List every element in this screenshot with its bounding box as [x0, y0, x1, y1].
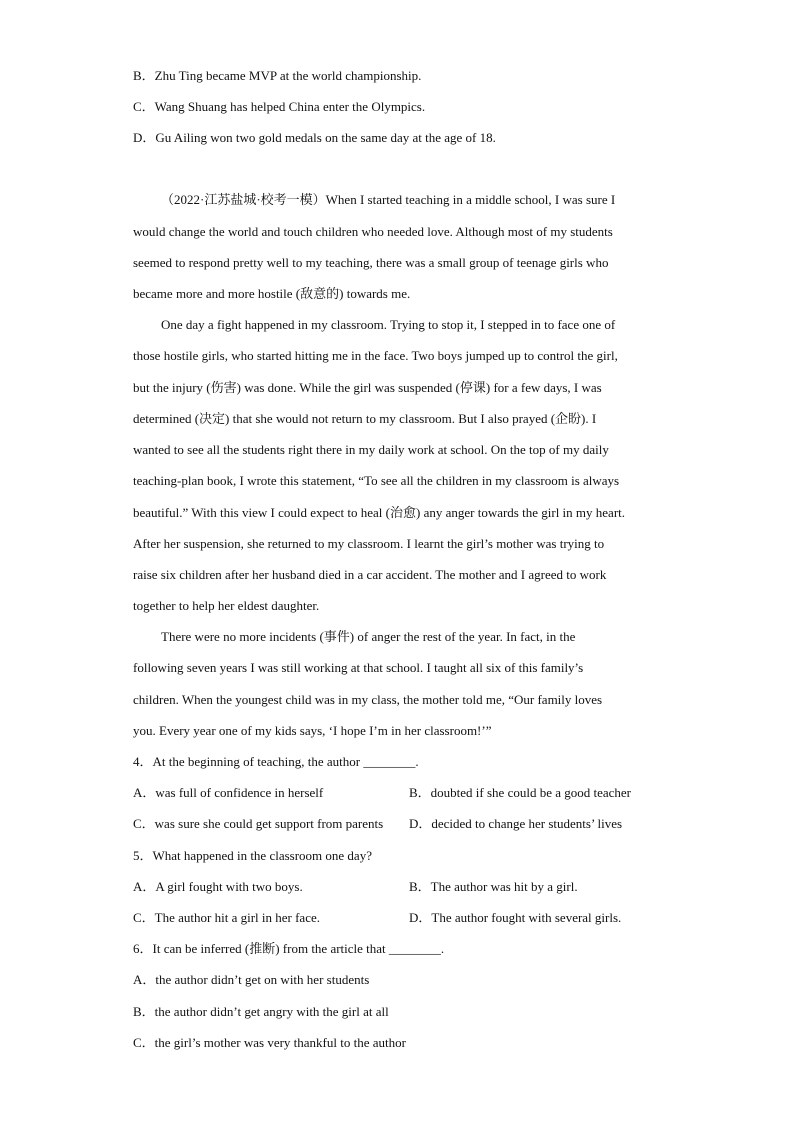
question-stem: 4．At the beginning of teaching, the author ________.	[133, 754, 419, 769]
option-c[interactable]: C．the girl’s mother was very thankful to the author	[133, 1035, 406, 1050]
option-a[interactable]: A．was full of confidence in herself	[133, 785, 324, 800]
passage-line: （2022·江苏盐城·校考一模）When I started teaching in a middle school, I was sure I	[161, 192, 616, 207]
option-d[interactable]: D．decided to change her students’ lives	[409, 816, 623, 831]
option-d[interactable]: D．The author fought with several girls.	[409, 910, 622, 925]
passage-line: would change the world and touch children who needed love. Although most of my students	[133, 224, 613, 239]
passage-line: you. Every year one of my kids says, ‘I hope I’m in her classroom!’”	[133, 723, 492, 738]
question-stem: 6．It can be inferred (推断) from the article that ________.	[133, 941, 445, 956]
passage-line: children. When the youngest child was in my class, the mother told me, “Our family loves	[133, 692, 603, 707]
passage-line: following seven years I was still working at that school. I taught all six of this family’s	[133, 660, 584, 675]
option-b[interactable]: B．the author didn’t get angry with the girl at all	[133, 1004, 389, 1019]
passage-line: those hostile girls, who started hitting me in the face. Two boys jumped up to control the girl,	[133, 348, 618, 363]
question-stem: 5．What happened in the classroom one day?	[133, 848, 372, 863]
prev-option-c: C．Wang Shuang has helped China enter the Olympics.	[133, 99, 426, 114]
passage-line: beautiful.” With this view I could expect to heal (治愈) any anger towards the girl in my heart.	[133, 505, 626, 520]
passage-line: After her suspension, she returned to my classroom. I learnt the girl’s mother was trying to	[133, 536, 605, 551]
option-c[interactable]: C．was sure she could get support from parents	[133, 816, 384, 831]
passage-line: wanted to see all the students right there in my daily work at school. On the top of my daily	[133, 442, 609, 457]
prev-option-b: B．Zhu Ting became MVP at the world championship.	[133, 68, 422, 83]
prev-option-d: D．Gu Ailing won two gold medals on the same day at the age of 18.	[133, 130, 496, 145]
option-a[interactable]: A．the author didn’t get on with her students	[133, 972, 370, 987]
passage-line: became more and more hostile (敌意的) towards me.	[133, 286, 411, 301]
passage-line: but the injury (伤害) was done. While the girl was suspended (停课) for a few days, I was	[133, 380, 602, 395]
option-b[interactable]: B．The author was hit by a girl.	[409, 879, 578, 894]
passage-line: determined (决定) that she would not return to my classroom. But I also prayed (企盼). I	[133, 411, 597, 426]
passage-line: There were no more incidents (事件) of anger the rest of the year. In fact, in the	[161, 629, 576, 644]
option-b[interactable]: B．doubted if she could be a good teacher	[409, 785, 632, 800]
passage-line: together to help her eldest daughter.	[133, 598, 320, 613]
option-a[interactable]: A．A girl fought with two boys.	[133, 879, 303, 894]
option-c[interactable]: C．The author hit a girl in her face.	[133, 910, 320, 925]
passage-line: teaching-plan book, I wrote this statement, “To see all the children in my classroom is always	[133, 473, 620, 488]
passage-line: raise six children after her husband died in a car accident. The mother and I agreed to work	[133, 567, 607, 582]
passage-line: One day a fight happened in my classroom. Trying to stop it, I stepped in to face one of	[161, 317, 616, 332]
passage-line: seemed to respond pretty well to my teaching, there was a small group of teenage girls who	[133, 255, 609, 270]
